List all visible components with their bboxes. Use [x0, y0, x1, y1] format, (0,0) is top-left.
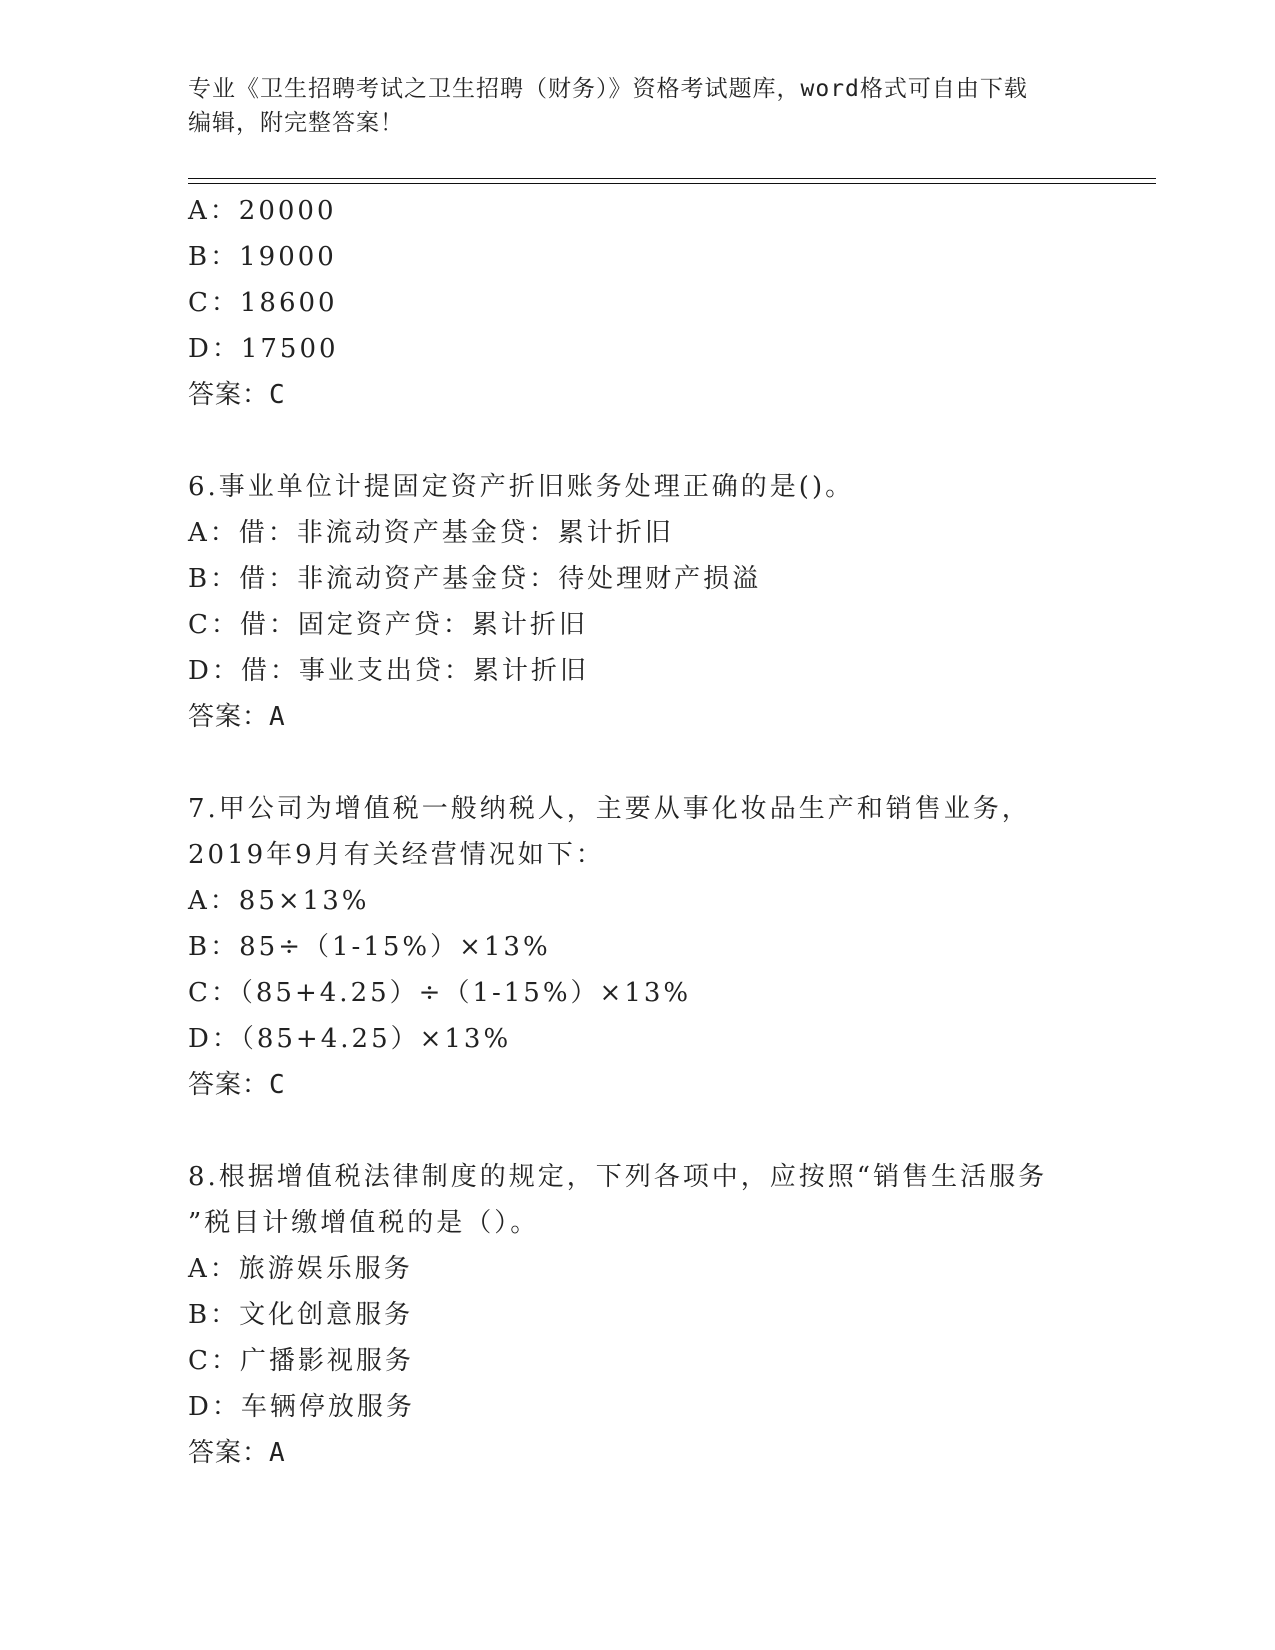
header-line-2: 编辑，附完整答案！ — [188, 110, 404, 136]
question-6 — [188, 464, 1088, 740]
answer-line: 答案：C — [188, 1070, 286, 1100]
question-8 — [188, 1154, 1088, 1476]
option-d: D：借：事业支出贷：累计折旧 — [188, 656, 589, 686]
question-stem: 6.事业单位计提固定资产折旧账务处理正确的是()。 — [188, 472, 855, 502]
answer-line: 答案：A — [188, 702, 286, 732]
option-d: D：（85+4.25）×13% — [188, 1024, 512, 1054]
option-b: B：19000 — [188, 242, 337, 272]
header-line-1: 专业《卫生招聘考试之卫生招聘（财务）》资格考试题库，word格式可自由下载 — [188, 76, 1028, 102]
option-b: B：85÷（1-15%）×13% — [188, 932, 551, 962]
question-stem-line-1: 7.甲公司为增值税一般纳税人，主要从事化妆品生产和销售业务， — [188, 794, 1031, 824]
question-list — [188, 188, 1088, 1522]
option-a: A：20000 — [188, 196, 337, 226]
question-stem-line-1: 8.根据增值税法律制度的规定，下列各项中，应按照“销售生活服务 — [188, 1162, 1048, 1192]
option-d: D：车辆停放服务 — [188, 1392, 415, 1422]
question-7 — [188, 786, 1088, 1108]
question-stem-line-2: ”税目计缴增值税的是（）。 — [188, 1208, 540, 1238]
answer-line: 答案：C — [188, 380, 286, 410]
question-stem-line-2: 2019年9月有关经营情况如下： — [188, 840, 605, 870]
option-b: B：借：非流动资产基金贷：待处理财产损溢 — [188, 564, 762, 594]
option-d: D：17500 — [188, 334, 339, 364]
option-b: B：文化创意服务 — [188, 1300, 414, 1330]
header-divider-top — [188, 178, 1156, 179]
option-a: A：旅游娱乐服务 — [188, 1254, 413, 1284]
option-c: C：广播影视服务 — [188, 1346, 414, 1376]
question-5-continued — [188, 188, 1088, 418]
option-a: A：85×13% — [188, 886, 370, 916]
answer-line: 答案：A — [188, 1438, 286, 1468]
option-c: C：（85+4.25）÷（1-15%）×13% — [188, 978, 692, 1008]
document-header — [188, 72, 1078, 140]
option-c: C：18600 — [188, 288, 338, 318]
header-divider-bottom — [188, 183, 1156, 184]
option-a: A：借：非流动资产基金贷：累计折旧 — [188, 518, 674, 548]
option-c: C：借：固定资产贷：累计折旧 — [188, 610, 588, 640]
